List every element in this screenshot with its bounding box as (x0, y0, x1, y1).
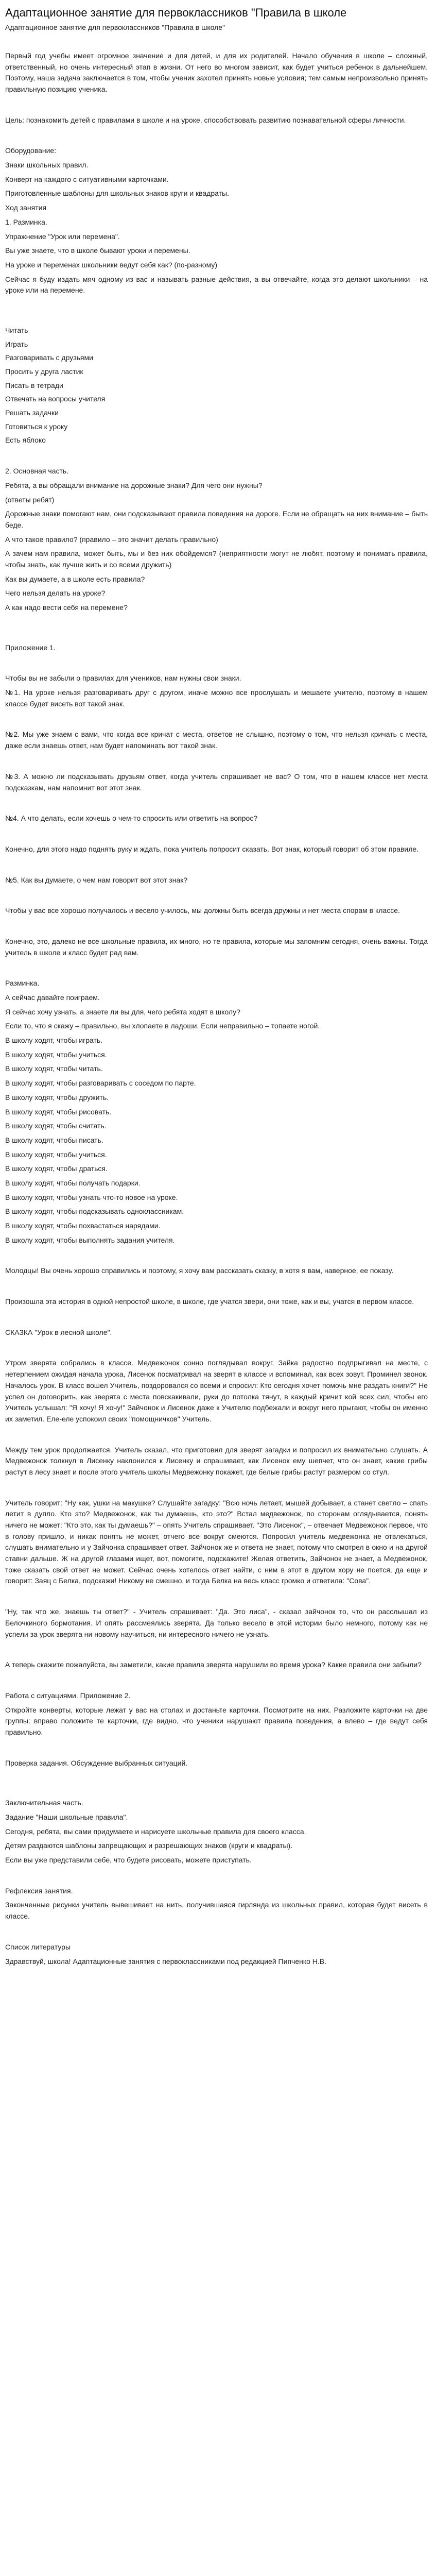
paragraph: Детям раздаются шаблоны запрещающих и разрешающих знаков (круги и квадраты). (5, 1841, 293, 1850)
paragraph: 2. Основная часть. (5, 467, 69, 476)
paragraph: Здравствуй, школа! Адаптационные занятия с первоклассниками под редакцией Пипченко Н.В. (5, 1957, 327, 1965)
paragraph: Есть яблоко (5, 436, 46, 445)
paragraph: Произошла эта история в одной непростой школе, в школе, где учатся звери, они тоже, как и вы, учатся в первом классе. (5, 1297, 414, 1306)
paragraph: На уроке и переменах школьники ведут себя как? (по-разному) (5, 260, 218, 269)
paragraph: В школу ходят, чтобы учиться. (5, 1150, 107, 1159)
paragraph: В школу ходят, чтобы считать. (5, 1122, 107, 1130)
page-title: Адаптационное занятие для первоклассников "Правила в школе (5, 6, 347, 19)
paragraph: 1. Разминка. (5, 217, 47, 226)
paragraph: В школу ходят, чтобы выполнять задания учителя. (5, 1235, 175, 1244)
paragraph: Просить у друга ластик (5, 367, 83, 376)
paragraph: Отвечать на вопросы учителя (5, 395, 106, 403)
paragraph: Сегодня, ребята, вы сами придумаете и нарисуете школьные правила для своего класса. (5, 1827, 306, 1836)
paragraph: Учитель говорит: "Ну как, ушки на макушке? Слушайте загадку: "Всю ночь летает, мышей добывает, а станет светло – спать летит в дупло. Кто это? Медвежонок, как ты думаешь, кто это?" Встал медвежонок, по сторонам оглядывается, понять ничего не может: "Кто это, как ты думаешь?" – опять Учитель спрашивает. "Это Лисенок", – отвечает Медвежонок первое, что в голову пришло, и никак понять не может, отчего все вокруг смеются. Попросил учитель медвежонка не отвлекаться, слушать внимательно и у Зайчонка спрашивает ответ. Зайчонок же и ответа не знает, потому что смотрел в окно и на другой ставни дальше. Ж на другой глазами ищет, вот, помогите, подскажите! Желая ответить, Зайчонок не знает, а Медвежонок, тоже сказать свой ответ не может. Сейчас очень хотелось ответ найти, с ним в этот в другом хору не поется, да еще и говорит: Заяц с Белка, подскажи! Никому не смешно, и тогда Белка на весь класс громко и ответила: "Сова". (5, 1498, 428, 1585)
paragraph: Утром зверята собрались в классе. Медвежонок сонно поглядывал вокруг, Зайка радостно подпрыгивал на месте, с нетерпением ожидая начала урока, Лисенок посматривал на зверят в классе и вспоминал, как всех зовут. Проминел звонок. Началось урок. В класс вошел Учитель, поздоровался со всеми и спросил: Кто сегодня хочет помочь мне раздать книги?" Не успел он договорить, как зверята с места повскакивали, руки до потолка тянут, в каждый кричит кой всех сил, чтобы его Учитель услышал: "Я хочу! Я хочу!" Зайчонок и Лисенок даже к Учителю подбежали и вокруг него прыгают, чтобы он именно их заметил. Еле-еле успокоил своих "помощничков" Учитель. (5, 1359, 428, 1423)
paragraph: В школу ходят, чтобы узнать что-то новое на уроке. (5, 1193, 178, 1201)
paragraph: Вы уже знаете, что в школе бывают уроки и перемены. (5, 246, 190, 255)
paragraph: В школу ходят, чтобы драться. (5, 1164, 108, 1173)
paragraph: Готовиться к уроку (5, 422, 68, 431)
paragraph: Задание "Наши школьные правила". (5, 1813, 128, 1822)
document-body (5, 50, 428, 1967)
paragraph: В школу ходят, чтобы писать. (5, 1136, 103, 1144)
paragraph: Разминка. (5, 979, 40, 988)
paragraph: А сейчас давайте поиграем. (5, 993, 100, 1002)
paragraph: Оборудование: (5, 146, 57, 155)
paragraph: В школу ходят, чтобы разговаривать с соседом по парте. (5, 1079, 196, 1088)
paragraph: Приготовленные шаблоны для школьных знаков круги и квадраты. (5, 189, 230, 198)
paragraph: Если то, что я скажу – правильно, вы хлопаете в ладоши. Если неправильно – топаете ногой. (5, 1022, 320, 1030)
paragraph: Знаки школьных правил. (5, 161, 89, 170)
paragraph: Сейчас я буду издать мяч одному из вас и называть разные действия, а вы отвечайте, когда это делают школьники – на уроке или на перемене. (5, 275, 428, 295)
paragraph: А как надо вести себя на перемене? (5, 603, 128, 612)
paragraph: №4. А что делать, если хочешь о чем-то спросить или ответить на вопрос? (5, 814, 258, 823)
paragraph: (ответы ребят) (5, 495, 55, 504)
paragraph: Рефлексия занятия. (5, 1886, 73, 1895)
paragraph: Приложение 1. (5, 643, 56, 652)
paragraph: СКАЗКА "Урок в лесной школе". (5, 1328, 112, 1336)
paragraph: Разговаривать с друзьями (5, 353, 93, 362)
paragraph: А теперь скажите пожалуйста, вы заметили, какие правила зверята нарушили во время урока? Какие правила они забыли? (5, 1660, 422, 1669)
paragraph: В школу ходят, чтобы рисовать. (5, 1107, 112, 1116)
paragraph: Заключительная часть. (5, 1799, 83, 1807)
paragraph: №2. Мы уже знаем с вами, что когда все кричат с места, ответов не слышно, поэтому о том, что нельзя кричать с места, даже если знаешь ответ, нам будет напоминать вот такой знак. (5, 730, 428, 750)
paragraph: Конечно, это, далеко не все школьные правила, их много, но те правила, которые мы запомним сегодня, очень важны. Тогда учитель в школе и класс будет рад вам. (5, 937, 428, 957)
paragraph: В школу ходят, чтобы играть. (5, 1036, 103, 1045)
paragraph: №5. Как вы думаете, о чем нам говорит вот этот знак? (5, 875, 188, 884)
paragraph: Играть (5, 340, 28, 348)
paragraph: Ребята, а вы обращали внимание на дорожные знаки? Для чего они нужны? (5, 481, 263, 489)
paragraph: Между тем урок продолжается. Учитель сказал, что приготовил для зверят загадки и попросил их внимательно слушать. А Медвежонок толкнул в Лисенку наклонился к Лисенку и спрашивает, как Лисенок ему шепчет, что он знает, какие грибы растут в лесу знает и после этого учитель школы Медвежонку покажет, где белые грибы растут размером со стул. (5, 1445, 428, 1476)
paragraph: Упражнение "Урок или перемена". (5, 232, 120, 241)
paragraph: Работа с ситуациями. Приложение 2. (5, 1691, 131, 1700)
paragraph: Я сейчас хочу узнать, а знаете ли вы для, чего ребята ходят в школу? (5, 1007, 240, 1016)
paragraph: Конверт на каждого с ситуативными карточками. (5, 175, 169, 183)
page-subtitle: Адаптационное занятие для первоклассников "Правила в школе" (5, 23, 225, 32)
paragraph: Ход занятия (5, 204, 47, 212)
paragraph: Чтобы у вас все хорошо получалось и весело училось, мы должны быть всегда дружны и нет места спорам в классе. (5, 906, 400, 915)
paragraph: В школу ходят, чтобы похвастаться нарядами. (5, 1222, 161, 1230)
paragraph: А зачем нам правила, может быть, мы и без них обойдемся? (неприятности могут не любят, поэтому и понимать правила, чтобы знать, как лучше жить и со всеми дружить) (5, 549, 428, 569)
paragraph: "Ну, так что же, знаешь ты ответ?" - Учитель спрашивает: "Да. Это лиса", - сказал зайчонок то, что он расслышал из Белочкиного бормотания. И опять рассмеялись зверята. Да только весело в этой истории было немного, потому как не успели за урок зверята ни новому научиться, ни интересного ничего не узнать. (5, 1607, 428, 1638)
paragraph: В школу ходят, чтобы читать. (5, 1064, 103, 1073)
paragraph: В школу ходят, чтобы дружить. (5, 1093, 109, 1101)
paragraph: Как вы думаете, а в школе есть правила? (5, 574, 145, 583)
paragraph: Конечно, для этого надо поднять руку и ждать, пока учитель попросит сказать. Вот знак, который говорит об этом правиле. (5, 844, 419, 853)
paragraph: Если вы уже представили себе, что будете рисовать, можете приступать. (5, 1856, 252, 1865)
paragraph: Законченные рисунки учитель вывешивает на нить, получившаяся гирлянда из школьных правил, которая будет висеть в классе. (5, 1901, 428, 1921)
paragraph: Чтобы вы не забыли о правилах для учеников, нам нужны свои знаки. (5, 674, 241, 683)
paragraph: В школу ходят, чтобы учиться. (5, 1050, 107, 1059)
paragraph: В школу ходят, чтобы получать подарки. (5, 1178, 141, 1187)
paragraph: Молодцы! Вы очень хорошо справились и поэтому, я хочу вам рассказать сказку, в хотя я вам, наверное, ее показу. (5, 1266, 394, 1275)
paragraph: Читать (5, 326, 28, 334)
paragraph: Цель: познакомить детей с правилами в школе и на уроке, способствовать развитию познавательной сферы личности. (5, 115, 406, 124)
paragraph: №1. На уроке нельзя разговаривать друг с другом, иначе можно все прослушать и мешаете учителю, поэтому в нашем классе будет висеть вот такой знак. (5, 688, 428, 708)
paragraph: Писать в тетради (5, 381, 63, 389)
paragraph: Первый год учебы имеет огромное значение и для детей, и для их родителей. Начало обучения в школе – сложный, ответственный, но очень интересный этап в жизни. От него во многом зависит, как будет учиться ребенок в дальнейшем. Поэтому, наша задача заключается в том, чтобы ученик захотел принять новые условия; тем самым непроизвольно принять правильную позицию ученика. (5, 51, 428, 94)
paragraph: №3. А можно ли подсказывать друзьям ответ, когда учитель спрашивает не вас? О том, что в нашем классе нет места подсказкам, нам напомнит вот этот знак. (5, 772, 428, 792)
paragraph: Откройте конверты, которые лежат у вас на столах и достаньте карточки. Посмотрите на них. Разложите карточки на две группы: вправо положите те карточки, где видно, что ученики нарушают правила поведения, а влево – где ведут себя правильно. (5, 1705, 428, 1736)
paragraph: Проверка задания. Обсуждение выбранных ситуаций. (5, 1758, 188, 1767)
paragraph: Чего нельзя делать на уроке? (5, 589, 106, 598)
paragraph: Дорожные знаки помогают нам, они подсказывают правила поведения на дороге. Если не обращать на них внимание – быть беде. (5, 510, 428, 529)
paragraph: А что такое правило? (правило – это значит делать правильно) (5, 535, 218, 544)
paragraph: В школу ходят, чтобы подсказывать однокласcникам. (5, 1207, 184, 1216)
paragraph: Список литературы (5, 1942, 71, 1951)
paragraph: Решать задачки (5, 409, 59, 417)
